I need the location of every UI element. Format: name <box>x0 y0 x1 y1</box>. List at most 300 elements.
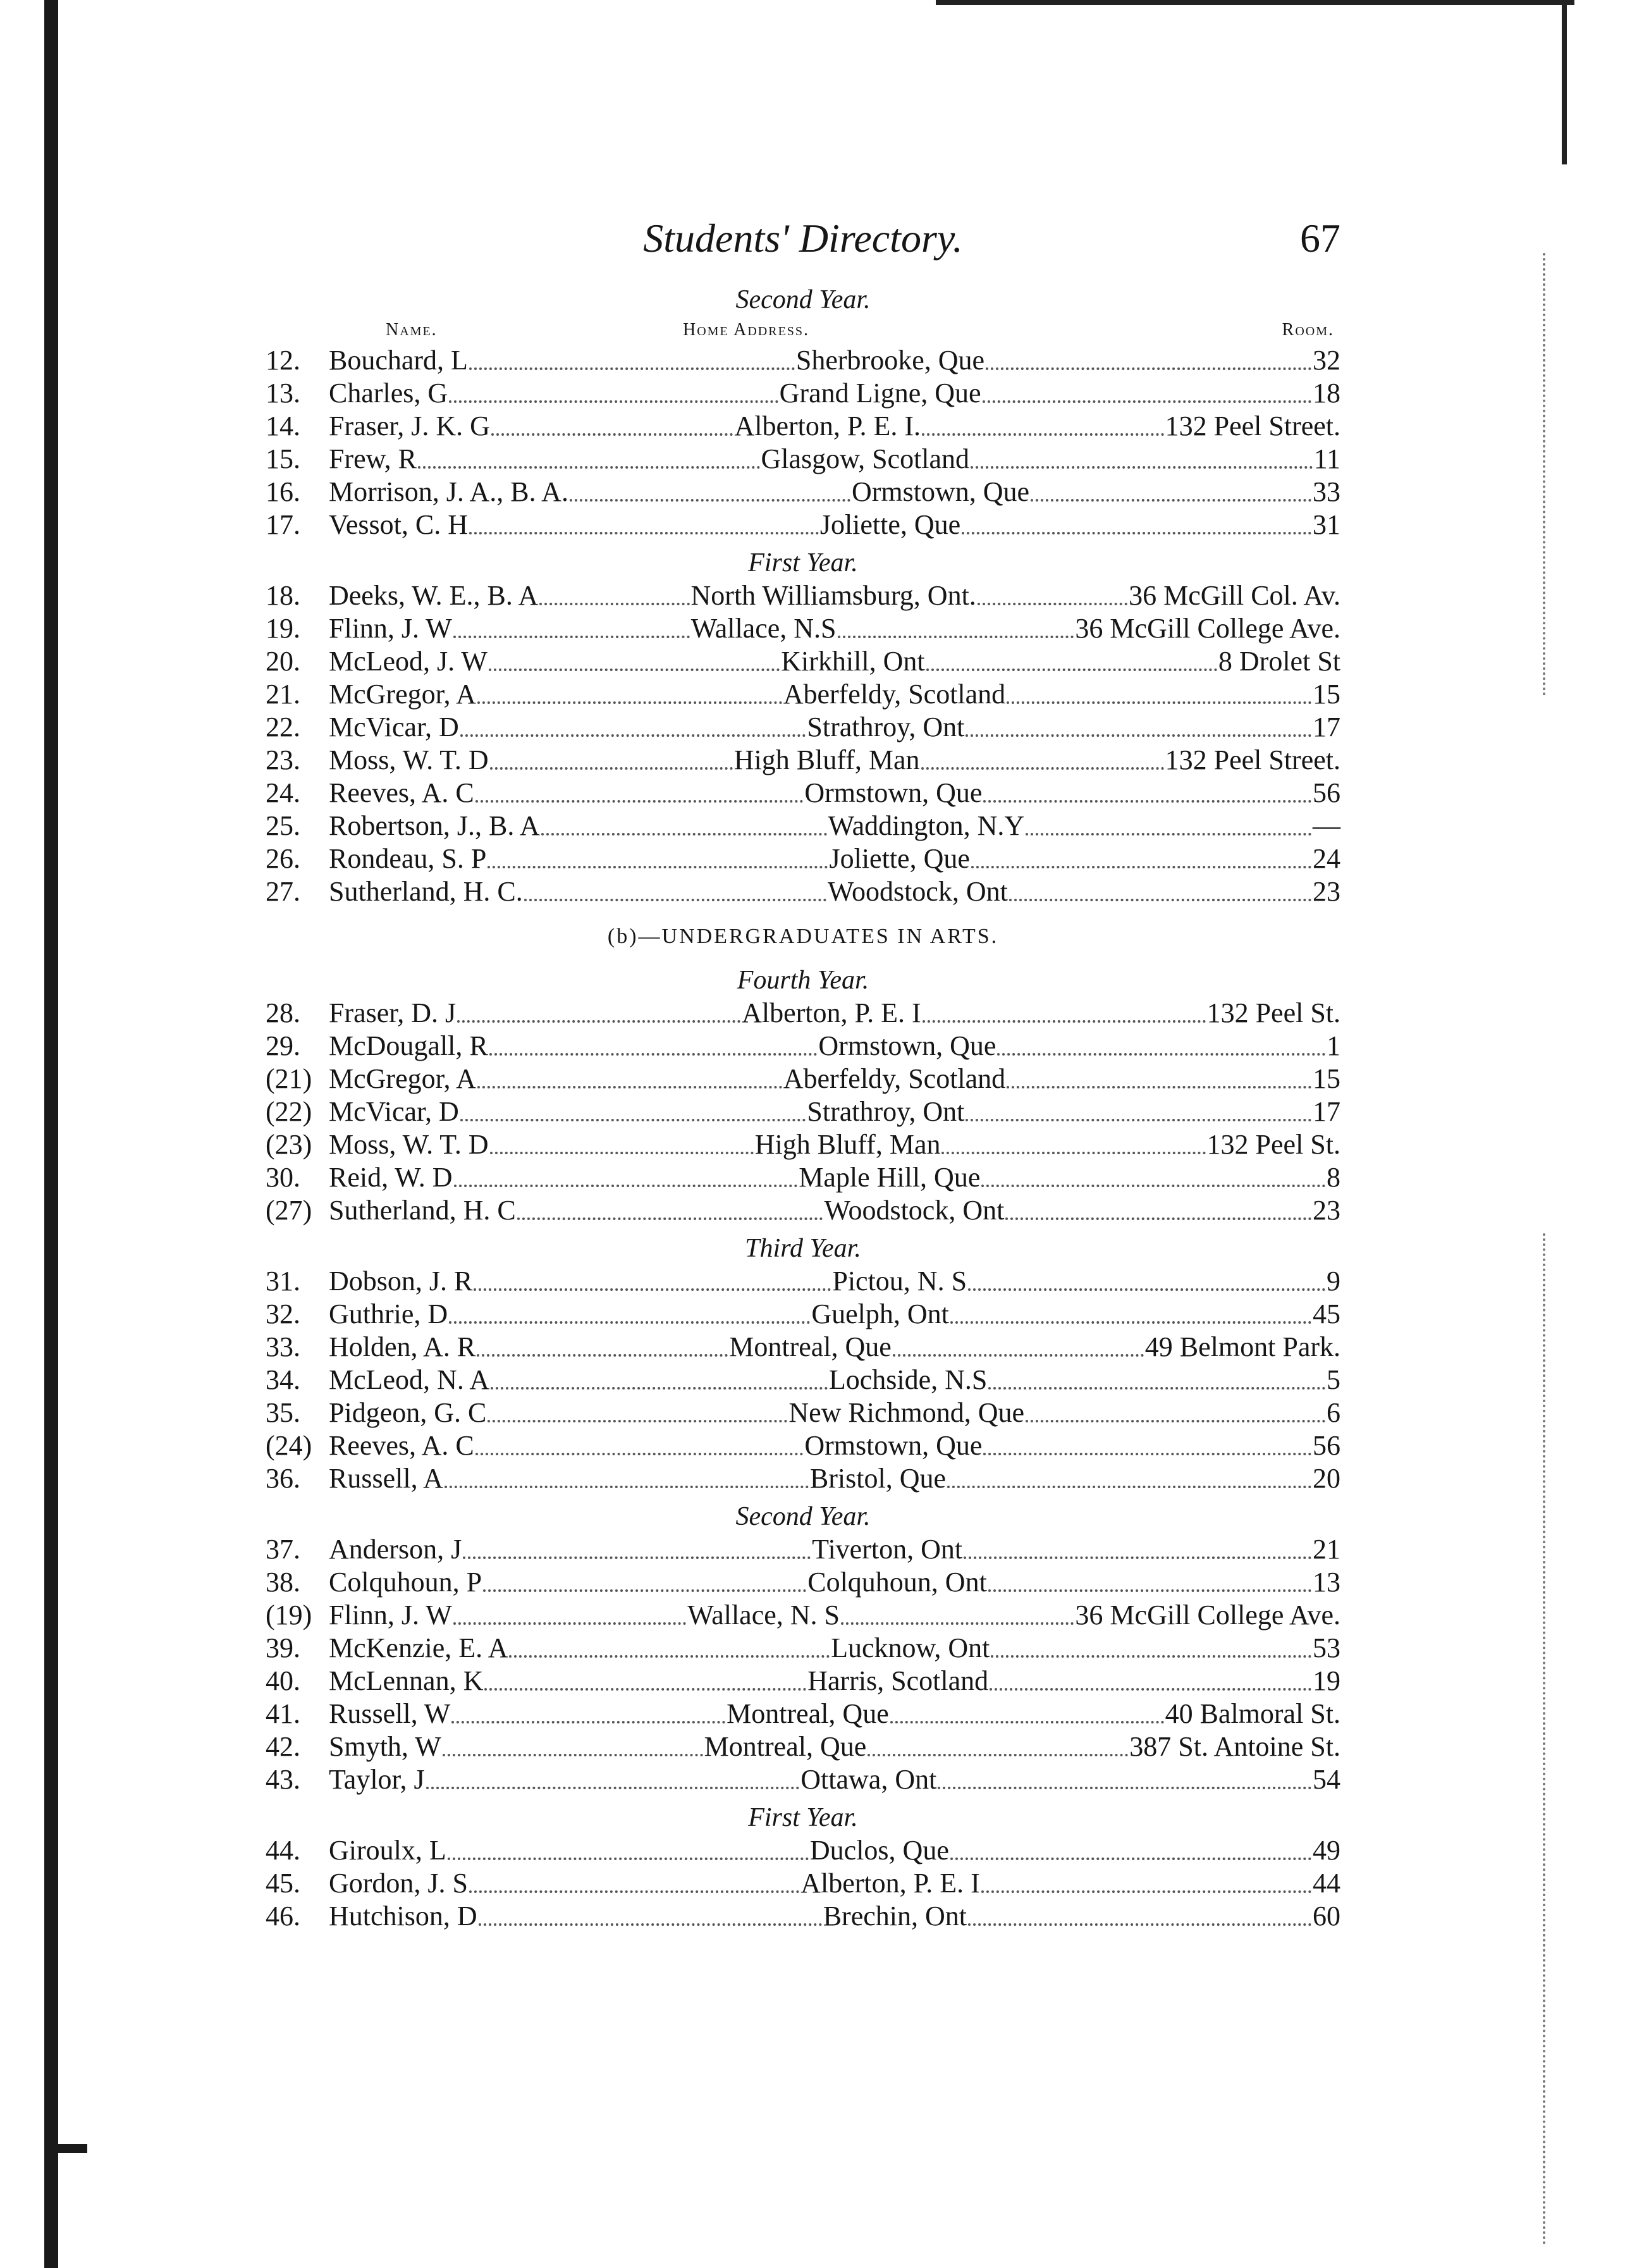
student-name: McVicar, D <box>329 1096 459 1127</box>
home-address: Guelph, Ont <box>811 1298 949 1329</box>
dot-leader <box>443 1745 703 1756</box>
home-address: Joliette, Que <box>829 843 970 874</box>
home-address: Bristol, Que <box>809 1463 947 1494</box>
entry-number: 12. <box>266 345 300 376</box>
dot-leader <box>991 1646 1311 1658</box>
home-address: Ormstown, Que <box>818 1030 996 1061</box>
home-address: Tiverton, Ont <box>812 1534 963 1565</box>
entry-number: 23. <box>266 744 300 775</box>
dot-leader <box>475 791 804 803</box>
dot-leader <box>964 1548 1311 1559</box>
student-name: Morrison, J. A., B. A. <box>329 476 568 507</box>
dot-leader <box>541 824 827 835</box>
room: 60 <box>1313 1901 1341 1932</box>
room: 19 <box>1313 1665 1340 1696</box>
directory-entry <box>266 1095 1340 1128</box>
entry-number: (21) <box>266 1063 312 1094</box>
student-name: Smyth, W <box>329 1731 441 1762</box>
home-address: High Bluff, Man <box>754 1129 941 1160</box>
dot-leader <box>490 758 733 770</box>
home-address: Alberton, P. E. I <box>800 1868 980 1899</box>
room: 6 <box>1327 1397 1341 1428</box>
directory-page <box>266 209 1340 2043</box>
dot-leader <box>483 1581 806 1592</box>
year-heading: Fourth Year. <box>737 966 869 995</box>
student-name: McGregor, A <box>329 679 476 710</box>
dot-leader <box>923 1011 1206 1023</box>
room: 132 Peel Street. <box>1165 744 1340 775</box>
dot-leader <box>990 1679 1311 1691</box>
dot-leader <box>986 359 1311 370</box>
dot-leader <box>451 1712 725 1723</box>
room: 24 <box>1313 843 1340 874</box>
running-head <box>266 209 1340 278</box>
dot-leader <box>449 391 778 403</box>
student-name: Pidgeon, G. C <box>329 1397 487 1428</box>
room: 17 <box>1313 712 1341 743</box>
home-address: Wallace, N.S <box>690 613 837 644</box>
directory-entry <box>266 997 1340 1030</box>
dot-leader <box>474 1279 831 1291</box>
entry-number: 46. <box>266 1901 300 1932</box>
entry-number: 42. <box>266 1731 300 1762</box>
dot-leader <box>893 1345 1144 1357</box>
room: 36 McGill College Ave. <box>1075 613 1340 644</box>
student-name: McKenzie, E. A <box>329 1632 508 1663</box>
home-address: Lucknow, Ont <box>831 1632 990 1663</box>
student-name: Moss, W. T. D <box>329 744 489 775</box>
scan-speckle <box>1543 253 1590 696</box>
home-address: Pictou, N. S <box>832 1266 967 1297</box>
dot-leader <box>988 1378 1325 1390</box>
dot-leader <box>841 1613 1074 1625</box>
dot-leader <box>997 1044 1325 1056</box>
dot-leader <box>457 1011 740 1023</box>
dot-leader <box>947 1477 1311 1488</box>
dot-leader <box>983 391 1311 403</box>
directory-entry <box>266 1698 1340 1730</box>
student-name: Guthrie, D <box>329 1298 448 1329</box>
entry-number: (19) <box>266 1599 312 1630</box>
column-headers <box>266 316 1340 344</box>
student-name: Rondeau, S. P <box>329 843 487 874</box>
dot-leader <box>469 523 819 534</box>
room: 15 <box>1313 679 1340 710</box>
dot-leader <box>921 758 1164 770</box>
scan-speckle <box>1543 1233 1590 2245</box>
dot-leader <box>490 1143 754 1154</box>
directory-entry <box>266 1194 1340 1227</box>
directory-entry <box>266 1030 1340 1063</box>
student-name: Anderson, J <box>329 1534 462 1565</box>
room: 8 Drolet St <box>1218 646 1341 677</box>
home-address: Kirkhill, Ont <box>781 646 925 677</box>
column-header-name: Name. <box>386 320 438 340</box>
scan-edge-notch <box>58 2144 87 2153</box>
dot-leader <box>983 791 1311 803</box>
directory-entry <box>266 645 1340 678</box>
column-header-address: Home Address. <box>683 320 810 340</box>
student-name: Reid, W. D <box>329 1162 453 1193</box>
room: 31 <box>1313 509 1341 540</box>
home-address: Maple Hill, Que <box>799 1162 981 1193</box>
directory-entry <box>266 344 1340 377</box>
room: 9 <box>1327 1266 1341 1297</box>
room: 53 <box>1313 1632 1341 1663</box>
dot-leader <box>448 1849 809 1860</box>
entry-number: 22. <box>266 712 300 743</box>
student-name: Reeves, A. C <box>329 1430 474 1461</box>
directory-entry <box>266 1566 1340 1599</box>
student-name: Fraser, D. J <box>329 997 457 1028</box>
student-name: Bouchard, L <box>329 345 468 376</box>
home-address: Grand Ligne, Que <box>779 378 981 409</box>
student-name: Robertson, J., B. A <box>329 810 540 841</box>
dot-leader <box>491 1378 828 1390</box>
directory-entry <box>266 1331 1340 1364</box>
dot-leader <box>968 1279 1325 1291</box>
room: — <box>1313 810 1340 841</box>
student-name: Dobson, J. R <box>329 1266 473 1297</box>
student-name: Colquhoun, P <box>329 1567 482 1598</box>
directory-entry <box>266 1429 1340 1462</box>
entry-number: 16. <box>266 476 300 507</box>
entry-number: 21. <box>266 679 300 710</box>
home-address: Aberfeldy, Scotland <box>783 1063 1006 1094</box>
directory-entry <box>266 810 1340 842</box>
entry-number: 25. <box>266 810 300 841</box>
room: 387 St. Antoine St. <box>1129 1731 1340 1762</box>
entry-number: 17. <box>266 509 300 540</box>
room: 132 Peel Street. <box>1165 410 1341 441</box>
student-name: Flinn, J. W <box>329 613 452 644</box>
student-name: McGregor, A <box>329 1063 476 1094</box>
student-name: McLeod, N. A <box>329 1364 490 1395</box>
room: 18 <box>1313 378 1340 409</box>
dot-leader <box>1031 490 1311 502</box>
student-name: Fraser, J. K. G <box>329 410 490 441</box>
dot-leader <box>981 1882 1311 1893</box>
student-name: McVicar, D <box>329 712 459 743</box>
entry-number: 38. <box>266 1567 300 1598</box>
directory-entry <box>266 1730 1340 1763</box>
room: 17 <box>1313 1096 1341 1127</box>
home-address: Strathroy, Ont <box>807 712 965 743</box>
entry-number: 19. <box>266 613 300 644</box>
student-name: Sutherland, H. C. <box>329 876 523 907</box>
room: 56 <box>1313 1430 1341 1461</box>
entry-number: 34. <box>266 1364 300 1395</box>
entry-number: 41. <box>266 1698 300 1729</box>
room: 45 <box>1313 1298 1340 1329</box>
dot-leader <box>477 1077 782 1088</box>
home-address: Ormstown, Que <box>804 1430 983 1461</box>
dot-leader <box>983 1444 1311 1455</box>
student-name: Reeves, A. C <box>329 777 474 808</box>
entry-number: 18. <box>266 580 300 611</box>
directory-entry <box>266 1834 1340 1867</box>
home-address: Montreal, Que <box>704 1731 867 1762</box>
directory-entry <box>266 1599 1340 1632</box>
entry-number: 27. <box>266 876 300 907</box>
directory-entry <box>266 1396 1340 1429</box>
student-name: McDougall, R <box>329 1030 488 1061</box>
entry-number: 37. <box>266 1534 300 1565</box>
entry-number: 28. <box>266 997 300 1028</box>
dot-leader <box>981 1176 1325 1187</box>
home-address: Brechin, Ont <box>823 1901 967 1932</box>
dot-leader <box>477 1345 728 1357</box>
student-name: Flinn, J. W <box>329 1599 452 1630</box>
year-heading: First Year. <box>748 1803 858 1832</box>
entry-number: (24) <box>266 1430 312 1461</box>
dot-leader <box>926 660 1217 671</box>
dot-leader <box>524 890 826 901</box>
scan-edge-top <box>936 0 1574 5</box>
dot-leader <box>454 1176 798 1187</box>
column-header-room: Room. <box>1282 320 1334 340</box>
section-b <box>266 964 1340 1933</box>
dot-leader <box>1026 824 1311 835</box>
room: 49 <box>1313 1835 1341 1866</box>
home-address: Strathroy, Ont <box>807 1096 965 1127</box>
home-address: High Bluff, Man <box>733 744 920 775</box>
directory-entry <box>266 678 1340 711</box>
home-address: North Williamsburg, Ont. <box>690 580 976 611</box>
home-address: Montreal, Que <box>727 1698 889 1729</box>
dot-leader <box>453 627 690 638</box>
directory-entry <box>266 1867 1340 1900</box>
dot-leader <box>968 1914 1311 1926</box>
dot-leader <box>922 424 1164 436</box>
entry-number: 15. <box>266 443 300 474</box>
dot-leader <box>469 359 795 370</box>
directory-entry <box>266 1161 1340 1194</box>
dot-leader <box>950 1312 1311 1324</box>
room: 54 <box>1313 1764 1341 1795</box>
dot-leader <box>477 693 782 704</box>
home-address: Ormstown, Que <box>851 476 1030 507</box>
dot-leader <box>1007 1077 1311 1088</box>
dot-leader <box>475 1444 804 1455</box>
home-address: Montreal, Que <box>729 1331 892 1362</box>
dot-leader <box>491 424 733 436</box>
room: 23 <box>1313 1195 1340 1226</box>
directory-entry <box>266 443 1340 476</box>
entry-number: 35. <box>266 1397 300 1428</box>
dot-leader <box>1009 890 1311 901</box>
dot-leader <box>460 1110 806 1121</box>
directory-entry <box>266 1462 1340 1495</box>
directory-entry <box>266 777 1340 810</box>
dot-leader <box>890 1712 1164 1723</box>
entry-number: 43. <box>266 1764 300 1795</box>
directory-entry <box>266 875 1340 908</box>
home-address: Harris, Scotland <box>807 1665 989 1696</box>
directory-entry <box>266 1632 1340 1665</box>
dot-leader <box>950 1849 1311 1860</box>
room: 40 Balmoral St. <box>1165 1698 1340 1729</box>
home-address: Ormstown, Que <box>804 777 983 808</box>
dot-leader <box>517 1209 823 1220</box>
room: 44 <box>1313 1868 1340 1899</box>
section-heading: (b)—UNDERGRADUATES IN ARTS. <box>607 925 999 948</box>
dot-leader <box>445 1477 809 1488</box>
directory-entry <box>266 1265 1340 1298</box>
entry-number: 13. <box>266 378 300 409</box>
entry-number: 20. <box>266 646 300 677</box>
room: 36 McGill Col. Av. <box>1129 580 1340 611</box>
home-address: Alberton, P. E. I <box>742 997 921 1028</box>
dot-leader <box>488 1411 787 1422</box>
room: 5 <box>1327 1364 1340 1395</box>
dot-leader <box>570 490 850 502</box>
directory-entry <box>266 579 1340 612</box>
home-address: Joliette, Que <box>819 509 961 540</box>
dot-leader <box>463 1548 811 1559</box>
student-name: Russell, W <box>329 1698 451 1729</box>
room: 32 <box>1313 345 1341 376</box>
room: 132 Peel St. <box>1206 997 1341 1028</box>
home-address: Lochside, N.S <box>828 1364 988 1395</box>
home-address: Aberfeldy, Scotland <box>783 679 1006 710</box>
home-address: Wallace, N. S <box>687 1599 840 1630</box>
dot-leader <box>479 1914 822 1926</box>
student-name: McLeod, J. W <box>329 646 488 677</box>
dot-leader <box>460 725 806 737</box>
entry-number: 32. <box>266 1298 300 1329</box>
student-name: Gordon, J. S <box>329 1868 469 1899</box>
directory-entry <box>266 508 1340 541</box>
student-name: Frew, R <box>329 443 417 474</box>
home-address: Waddington, N.Y <box>828 810 1025 841</box>
entry-number: 29. <box>266 1030 300 1061</box>
entry-number: (22) <box>266 1096 312 1127</box>
directory-entry <box>266 1128 1340 1161</box>
entry-number: 33. <box>266 1331 300 1362</box>
year-heading: Second Year. <box>735 285 871 314</box>
dot-leader <box>489 660 780 671</box>
student-name: Deeks, W. E., B. A <box>329 580 539 611</box>
home-address: Woodstock, Ont <box>827 876 1008 907</box>
dot-leader <box>962 523 1311 534</box>
student-name: Moss, W. T. D <box>329 1129 489 1160</box>
entry-number: 36. <box>266 1463 300 1494</box>
home-address: Duclos, Que <box>809 1835 949 1866</box>
dot-leader <box>469 1882 799 1893</box>
entry-number: 40. <box>266 1665 300 1696</box>
dot-leader <box>988 1581 1311 1592</box>
scan-edge-right <box>1562 0 1567 164</box>
entry-number: 45. <box>266 1868 300 1899</box>
scan-edge-left <box>44 0 58 2268</box>
dot-leader <box>941 1143 1205 1154</box>
dot-leader <box>966 1110 1311 1121</box>
directory-entry <box>266 1665 1340 1698</box>
dot-leader <box>418 457 760 469</box>
entry-number: 44. <box>266 1835 300 1866</box>
directory-entry <box>266 1298 1340 1331</box>
dot-leader <box>868 1745 1128 1756</box>
directory-entry <box>266 612 1340 645</box>
directory-entry <box>266 1364 1340 1396</box>
directory-entry <box>266 1763 1340 1796</box>
dot-leader <box>1005 1209 1311 1220</box>
student-name: Charles, G <box>329 378 448 409</box>
entry-number: 30. <box>266 1162 300 1193</box>
dot-leader <box>838 627 1074 638</box>
dot-leader <box>484 1679 806 1691</box>
dot-leader <box>971 857 1311 868</box>
student-name: Taylor, J <box>329 1764 425 1795</box>
home-address: Ottawa, Ont <box>800 1764 937 1795</box>
dot-leader <box>1007 693 1311 704</box>
home-address: Colquhoun, Ont <box>807 1567 987 1598</box>
room: 1 <box>1327 1030 1341 1061</box>
room: 20 <box>1313 1463 1340 1494</box>
dot-leader <box>453 1613 686 1625</box>
dot-leader <box>971 457 1313 469</box>
home-address: New Richmond, Que <box>788 1397 1025 1428</box>
dot-leader <box>449 1312 810 1324</box>
section-a <box>266 283 1340 908</box>
entry-number: 31. <box>266 1266 300 1297</box>
entry-number: (23) <box>266 1129 312 1160</box>
room: 11 <box>1313 443 1341 474</box>
student-name: Sutherland, H. C <box>329 1195 516 1226</box>
dot-leader <box>488 857 828 868</box>
entry-number: 39. <box>266 1632 300 1663</box>
room: 21 <box>1313 1534 1341 1565</box>
room: 8 <box>1327 1162 1340 1193</box>
directory-entry <box>266 377 1340 410</box>
dot-leader <box>489 1044 818 1056</box>
directory-entry <box>266 711 1340 744</box>
dot-leader <box>509 1646 830 1658</box>
directory-entry <box>266 842 1340 875</box>
directory-entry <box>266 476 1340 508</box>
room: 56 <box>1313 777 1341 808</box>
student-name: Giroulx, L <box>329 1835 446 1866</box>
room: 132 Peel St. <box>1206 1129 1340 1160</box>
dot-leader <box>978 594 1127 605</box>
directory-entry <box>266 1063 1340 1095</box>
directory-entry <box>266 1900 1340 1933</box>
home-address: Sherbrooke, Que <box>795 345 985 376</box>
room: 15 <box>1313 1063 1340 1094</box>
room: 33 <box>1313 476 1341 507</box>
dot-leader <box>426 1778 800 1789</box>
student-name: Hutchison, D <box>329 1901 477 1932</box>
dot-leader <box>1026 1411 1325 1422</box>
entry-number: 24. <box>266 777 300 808</box>
directory-entry <box>266 744 1340 777</box>
student-name: Holden, A. R <box>329 1331 476 1362</box>
home-address: Alberton, P. E. I. <box>734 410 921 441</box>
student-name: Vessot, C. H <box>329 509 469 540</box>
dot-leader <box>966 725 1311 737</box>
home-address: Glasgow, Scotland <box>761 443 970 474</box>
room: 49 Belmont Park. <box>1144 1331 1340 1362</box>
page-title: Students' Directory. <box>643 216 963 261</box>
entry-number: (27) <box>266 1195 312 1226</box>
year-heading: First Year. <box>748 548 858 577</box>
entry-number: 26. <box>266 843 300 874</box>
dot-leader <box>539 594 689 605</box>
home-address: Woodstock, Ont <box>824 1195 1005 1226</box>
directory-entry <box>266 410 1340 443</box>
year-heading: Second Year. <box>735 1502 871 1531</box>
